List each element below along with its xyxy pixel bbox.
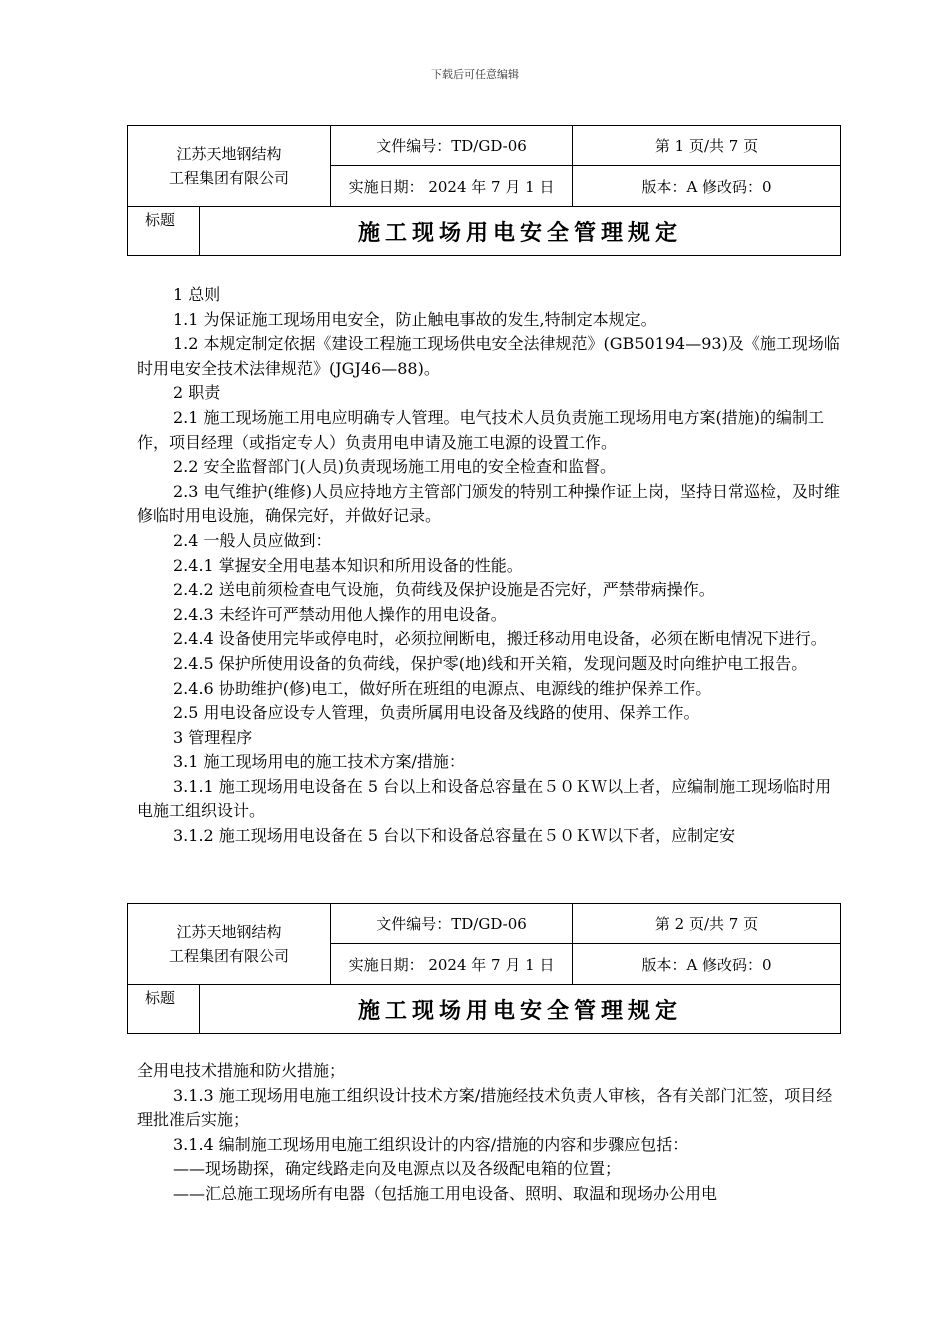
version-info: 版本：A 修改码：0: [573, 166, 841, 207]
paragraph: 2.4 一般人员应做到：: [173, 530, 332, 550]
paragraph: 3 管理程序: [173, 727, 253, 747]
paragraph: ——汇总施工现场所有电器（包括施工用电设备、照明、取温和现场办公用电: [173, 1183, 718, 1203]
company-line-2: 工程集团有限公司: [169, 169, 290, 187]
paragraph: 2.2 安全监督部门(人员)负责现场施工用电的安全检查和监督。: [173, 457, 617, 477]
paragraph: 2.4.2 送电前须检查电气设施，负荷线及保护设施是否完好，严禁带病操作。: [173, 580, 715, 600]
paragraph: 1 总则: [173, 285, 221, 304]
doc-number: 文件编号：TD/GD-06: [331, 904, 573, 944]
paragraph: 3.1.3 施工现场用电施工组织设计技术方案/措施经技术负责人审核，各有关部门汇签，项目经理批准后实施；: [137, 1085, 833, 1130]
paragraph: 全用电技术措施和防火措施；: [137, 1061, 346, 1080]
paragraph: 3.1.2 施工现场用电设备在 5 台以下和设备总容量在５０ＫＷ以下者，应制定安: [173, 826, 736, 846]
paragraph: 3.1.1 施工现场用电设备在 5 台以上和设备总容量在５０ＫＷ以上者，应编制施工现场临时用电施工组织设计。: [137, 776, 832, 821]
company-line-1: 江苏天地钢结构: [176, 145, 282, 163]
paragraph: ——现场勘探，确定线路走向及电源点以及各级配电箱的位置；: [173, 1159, 622, 1179]
title-label: 标题: [128, 985, 200, 1034]
paragraph: 1.1 为保证施工现场用电安全，防止触电事故的发生,特制定本规定。: [173, 309, 657, 329]
paragraph: 3.1 施工现场用电的施工技术方案/措施：: [173, 752, 465, 772]
top-note: 下载后可任意编辑: [431, 68, 519, 81]
header-table-2: [127, 903, 841, 1034]
effective-date: 实施日期： 2024 年 7 月 1 日: [331, 944, 573, 985]
company-line-1: 江苏天地钢结构: [176, 923, 282, 941]
paragraph: 3.1.4 编制施工现场用电施工组织设计的内容/措施的内容和步骤应包括：: [173, 1134, 689, 1154]
paragraph: 2.1 施工现场施工用电应明确专人管理。电气技术人员负责施工现场用电方案(措施)的编制工作，项目经理（或指定专人）负责用电申请及施工电源的设置工作。: [137, 407, 825, 452]
paragraph: 2.4.1 掌握安全用电基本知识和所用设备的性能。: [173, 555, 523, 575]
body-section-2: [137, 1059, 841, 1207]
company-name-cell: [128, 126, 331, 207]
title-label: 标题: [128, 207, 200, 256]
paragraph: 2.4.3 未经许可严禁动用他人操作的用电设备。: [173, 604, 507, 624]
paragraph: 2.3 电气维护(维修)人员应持地方主管部门颁发的特别工种操作证上岗，坚持日常巡检，及时维修临时用电设施，确保完好，并做好记录。: [137, 481, 841, 526]
effective-date: 实施日期： 2024 年 7 月 1 日: [331, 166, 573, 207]
paragraph: 1.2 本规定制定依据《建设工程施工现场供电安全法律规范》(GB50194—93)及《施工现场临时用电安全技术法律规范》(JGJ46—88)。: [137, 334, 840, 378]
paragraph: 2.4.6 协助维护(修)电工，做好所在班组的电源点、电源线的维护保养工作。: [173, 678, 712, 698]
document-title: 施工现场用电安全管理规定: [200, 207, 841, 256]
version-info: 版本：A 修改码：0: [573, 944, 841, 985]
paragraph: 2.5 用电设备应设专人管理，负责所属用电设备及线路的使用、保养工作。: [173, 703, 700, 723]
company-line-2: 工程集团有限公司: [169, 947, 290, 965]
document-title: 施工现场用电安全管理规定: [200, 985, 841, 1034]
company-name-cell: [128, 904, 331, 985]
paragraph: 2.4.5 保护所使用设备的负荷线，保护零(地)线和开关箱，发现问题及时向维护电工报告。: [173, 653, 808, 673]
page-number: 第 2 页/共 7 页: [573, 904, 841, 944]
header-table-1: [127, 125, 841, 256]
doc-number: 文件编号：TD/GD-06: [331, 126, 573, 166]
body-section-1: [137, 283, 841, 849]
paragraph: 2 职责: [173, 383, 221, 403]
page-number: 第 1 页/共 7 页: [573, 126, 841, 166]
paragraph: 2.4.4 设备使用完毕或停电时，必须拉闸断电，搬迁移动用电设备，必须在断电情况下进行。: [173, 629, 827, 649]
